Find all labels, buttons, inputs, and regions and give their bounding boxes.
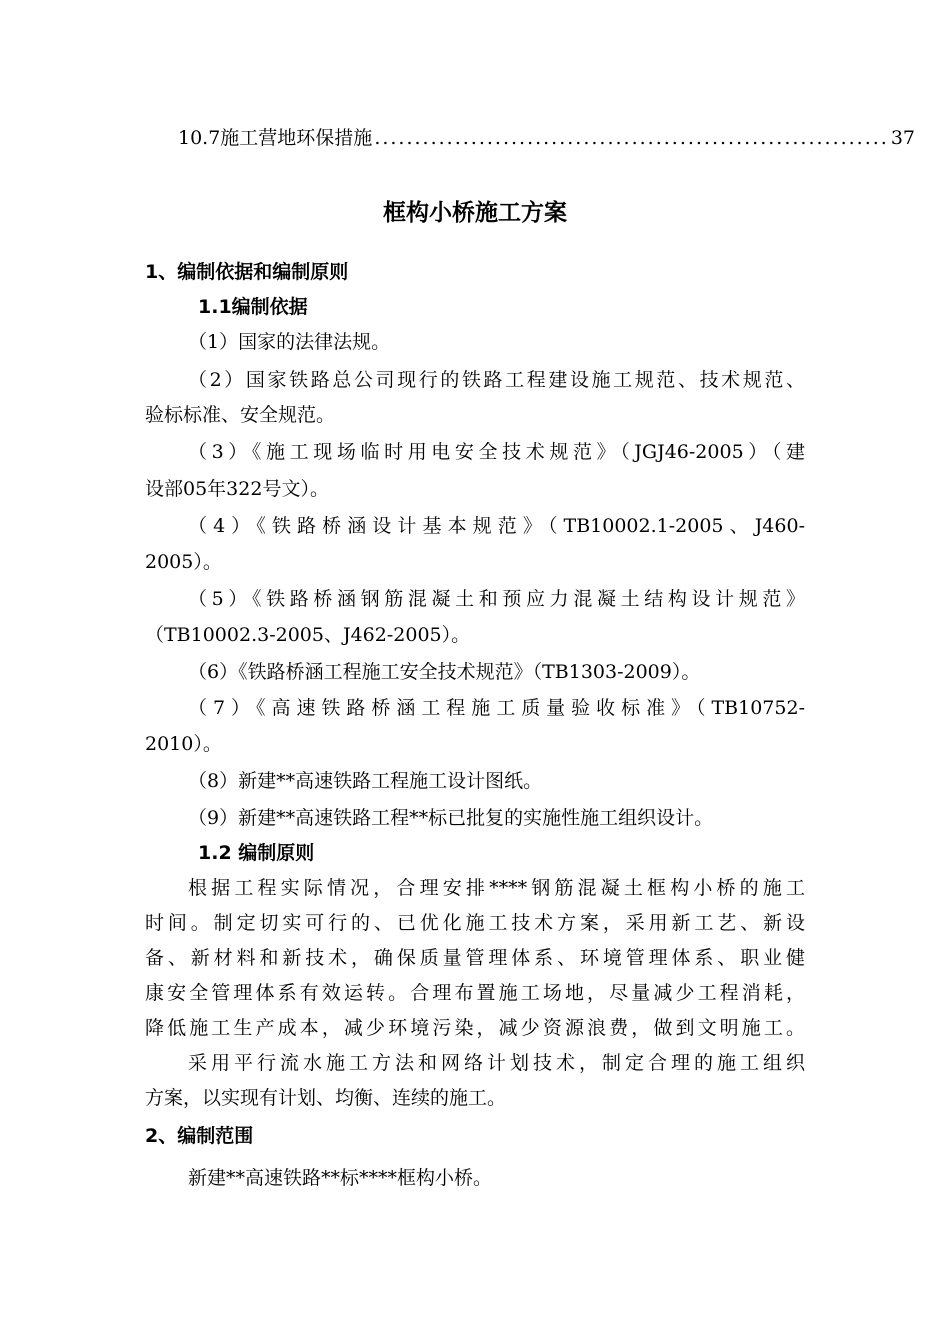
toc-label: 10.7施工营地环保措施 — [178, 127, 373, 149]
basis-item-5: （5）《铁路桥涵钢筋混凝土和预应力混凝土结构设计规范》 — [188, 588, 805, 610]
subsection-1-2-heading: 1.2 编制原则 — [198, 842, 315, 864]
principle-para-1-line-4: 康安全管理体系有效运转。合理布置施工场地，尽量减少工程消耗， — [145, 982, 805, 1004]
toc-leader-dots: ................................................................ — [374, 127, 889, 149]
section-1-heading: 1、编制依据和编制原则 — [145, 261, 349, 283]
basis-item-4-cont: 2005）。 — [145, 551, 222, 573]
basis-item-8: （8）新建**高速铁路工程施工设计图纸。 — [188, 770, 543, 792]
principle-para-2-line-2: 方案，以实现有计划、均衡、连续的施工。 — [145, 1087, 507, 1109]
basis-item-2: （2）国家铁路总公司现行的铁路工程建设施工规范、技术规范、 — [188, 369, 805, 391]
basis-item-7-cont: 2010）。 — [145, 733, 222, 755]
principle-para-1-line-1: 根据工程实际情况，合理安排****钢筋混凝土框构小桥的施工 — [188, 877, 805, 899]
basis-item-9: （9）新建**高速铁路工程**标已批复的实施性施工组织设计。 — [188, 807, 714, 829]
subsection-1-1-heading: 1.1编制依据 — [198, 296, 308, 318]
scope-text: 新建**高速铁路**标****框构小桥。 — [188, 1167, 493, 1189]
principle-para-1-line-2: 时间。制定切实可行的、已优化施工技术方案，采用新工艺、新设 — [145, 912, 805, 934]
toc-page-number: 37 — [890, 127, 916, 149]
basis-item-4: （4）《铁路桥涵设计基本规范》（TB10002.1-2005、J460- — [188, 515, 805, 537]
principle-para-1-line-5: 降低施工生产成本，减少环境污染，减少资源浪费，做到文明施工。 — [145, 1017, 805, 1039]
basis-item-3: （3）《施工现场临时用电安全技术规范》（JGJ46-2005）（建 — [188, 441, 805, 463]
basis-item-2-cont: 验标标准、安全规范。 — [145, 404, 336, 426]
principle-para-2-line-1: 采用平行流水施工方法和网络计划技术，制定合理的施工组织 — [188, 1052, 805, 1074]
section-2-heading: 2、编制范围 — [145, 1125, 254, 1147]
toc-entry[interactable] — [178, 126, 916, 150]
basis-item-5-cont: （TB10002.3-2005、J462-2005）。 — [145, 624, 471, 646]
basis-item-1: （1）国家的法律法规。 — [188, 331, 391, 353]
document-title: 框构小桥施工方案 — [383, 200, 567, 226]
basis-item-6: （6）《铁路桥涵工程施工安全技术规范》（TB1303-2009）。 — [188, 661, 701, 683]
basis-item-7: （7）《高速铁路桥涵工程施工质量验收标准》（TB10752- — [188, 697, 805, 719]
principle-para-1-line-3: 备、新材料和新技术，确保质量管理体系、环境管理体系、职业健 — [145, 947, 805, 969]
basis-item-3-cont: 设部05年322号文）。 — [145, 478, 329, 500]
